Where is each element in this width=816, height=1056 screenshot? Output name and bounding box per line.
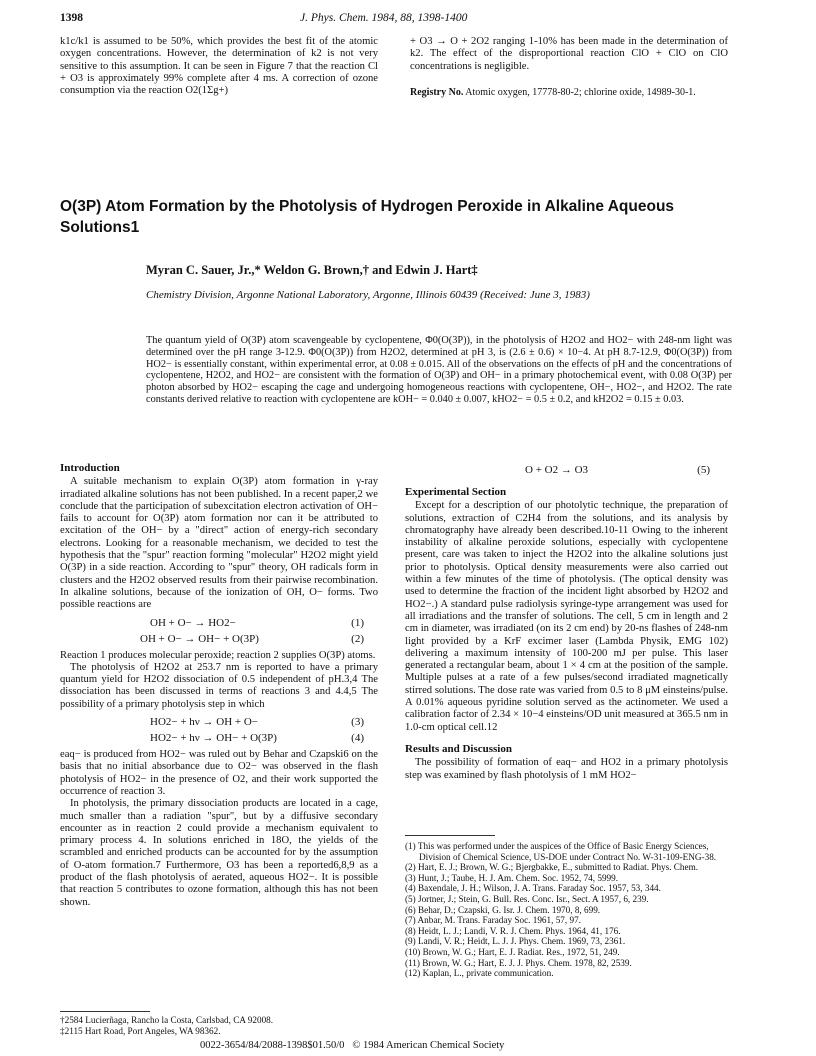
equation-5 <box>405 462 728 478</box>
footer-copyright: © 1984 American Chemical Society <box>352 1040 505 1051</box>
reference-item: (11) Brown, W. G.; Hart, E. J. J. Phys. Chem. 1978, 82, 2539. <box>405 957 632 968</box>
equation-5-number: (5) <box>697 464 710 476</box>
references-rule <box>405 835 495 836</box>
intro-paragraph-4: eaq− is produced from HO2− was ruled out by Behar and Czapski6 on the basis that no initial absorbance due to O2− was observed in the flash photolysis of HO2− in the presence of O2, and their work supported the occurrence of reaction 3. <box>60 749 378 797</box>
footnote-1: †2584 Lucierñaga, Rancho la Costa, Carlsbad, CA 92008. <box>60 1015 274 1025</box>
results-paragraph: The possibility of formation of eaq− and HO2 in a primary photolysis step was examined by flash photolysis of 1 mM HO2− <box>405 757 728 781</box>
equation-4-text: HO2− + hν → OH− + O(3P) <box>150 732 277 745</box>
introduction-heading: Introduction <box>60 462 120 474</box>
preceding-left-text: k1c/k1 is assumed to be 50%, which provides the best fit of the atomic oxygen concentrations. However, the determination of k2 is not very sensitive to this assumption. It can be seen in Figure 7 that the reaction Cl + O3 is approximately 99% complete after 4 ms. A correction of ozone consumption via the reaction O2(1Σg+) <box>60 36 378 97</box>
article-title: O(3P) Atom Formation by the Photolysis of Hydrogen Peroxide in Alkaline Aqueous Solutions1 <box>60 198 675 236</box>
reference-item: (2) Hart, E. J.; Brown, W. G.; Bjergbakke, E., submitted to Radiat. Phys. Chem. <box>405 862 699 873</box>
right-column <box>405 462 728 782</box>
references-list <box>405 841 728 979</box>
footer-code: 0022-3654/84/2088-1398$01.50/0 <box>200 1040 345 1051</box>
equation-5-text: O + O2 → O3 <box>525 464 589 476</box>
footnote-2: ‡2115 Hart Road, Port Angeles, WA 98362. <box>60 1025 221 1036</box>
equation-4 <box>60 730 378 746</box>
equation-1-text: OH + O− → HO2− <box>150 616 236 629</box>
reference-item: (1) This was performed under the auspices of the Office of Basic Energy Sciences, Division of Chemical Science, US-DOE under Contract No. W-31-109-ENG-38. <box>405 841 717 862</box>
reference-item: (8) Heidt, L. J.; Landi, V. R. J. Chem. Phys. 1964, 41, 176. <box>405 925 621 936</box>
reference-item: (5) Jortner, J.; Stein, G. Bull. Res. Conc. Isr., Sect. A 1957, 6, 239. <box>405 893 649 904</box>
left-column <box>60 462 378 909</box>
article-affiliation: Chemistry Division, Argonne National Laboratory, Argonne, Illinois 60439 (Received: June 3, 1983) <box>146 289 590 301</box>
abstract: The quantum yield of O(3P) atom scavengeable by cyclopentene, Φ0(O(3P)), in the photolysis of H2O2 and HO2− with 248-nm light was determined over the pH range 3-12.9. Φ0(O(3P)) from H2O2, determined at pH 3, is (2.6 ± 0.6) × 10−4. At pH 8.7-12.9, Φ0(O(3P)) from HO2− is essentially constant, within experimental error, at 0.08 ± 0.015. All of the observations on the effects of pH and the concentrations of cyclopentene, H2O2, and HO2− are consistent with the formation of O(3P) and OH− in a primary photochemical event, with 0.08 O(3P) per photon absorbed by HO2− escaping the cage and undergoing homogeneous reactions with cyclopentene, OH−, HO2−, and H2O2. The rate constants derived relative to reaction with cyclopentene are kOH− = 0.040 ± 0.007, kHO2− = 0.5 ± 0.2, and kH2O2 = 0.15 ± 0.03. <box>146 335 732 405</box>
intro-paragraph-2: Reaction 1 produces molecular peroxide; reaction 2 supplies O(3P) atoms. <box>60 649 376 661</box>
equation-1-number: (1) <box>351 616 364 629</box>
registry-text: Atomic oxygen, 17778-80-2; chlorine oxide, 14989-30-1. <box>465 86 696 98</box>
footnote-rule <box>60 1011 150 1012</box>
page-number: 1398 <box>60 12 83 24</box>
registry-label: Registry No. <box>410 86 464 98</box>
equation-2 <box>60 631 378 647</box>
equation-2-text: OH + O− → OH− + O(3P) <box>140 632 259 645</box>
reference-item: (3) Hunt, J.; Taube, H. J. Am. Chem. Soc. 1952, 74, 5999. <box>405 872 619 883</box>
equation-1 <box>60 615 378 631</box>
equation-3-number: (3) <box>351 716 364 729</box>
journal-citation: J. Phys. Chem. 1984, 88, 1398-1400 <box>300 12 468 24</box>
equation-2-number: (2) <box>351 632 364 645</box>
preceding-article-left <box>60 36 378 97</box>
equation-3 <box>60 714 378 730</box>
page-footer <box>200 1040 630 1051</box>
registry-numbers <box>410 87 728 99</box>
preceding-article-right <box>410 36 728 99</box>
reference-item: (4) Baxendale, J. H.; Wilson, J. A. Trans. Faraday Soc. 1957, 53, 344. <box>405 883 661 894</box>
intro-paragraph-1: A suitable mechanism to explain O(3P) atom formation in γ-ray irradiated alkaline solutions has not been published. In a recent paper,2 we conclude that the participation of subexcitation electron activation of OH− fails to account for O(3P) atom formation nor can it be attributed to excitation of the OH− by a "direct" action of energy-rich secondary electrons. Looking for a reasonable mechanism, we decided to test the hypothesis that the "spur" reaction forming "molecular" H2O2 might yield O(3P) in a side reaction. According to "spur" theory, OH radicals form in clusters and the H2O2 observed results from their pairwise recombination. In alkaline solutions, because of the ionization of OH, O− forms. Two possible reactions are <box>60 476 378 611</box>
intro-paragraph-5: In photolysis, the primary dissociation products are located in a cage, much smaller than a radiation "spur", but by a diffusive secondary encounter as in reaction 2 could provide a mechanism equivalent to primary process 4. In solutions enriched in 18O, the yields of the scrambled and enriched products can be accounted for by the assumption of O-atom formation.7 Furthermore, O3 has been a reported6,8,9 as a product of the flash photolysis of aerated, aqueous HO2−. It is possible that reaction 5 contributes to ozone formation, although this has not been shown. <box>60 798 378 908</box>
results-heading: Results and Discussion <box>405 742 512 755</box>
article-authors: Myran C. Sauer, Jr.,* Weldon G. Brown,† and Edwin J. Hart‡ <box>146 263 478 277</box>
preceding-right-text: + O3 → O + 2O2 ranging 1-10% has been made in the determination of k2. The effect of the disproportional reaction ClO + ClO on ClO concentrations is negligible. <box>410 36 728 72</box>
reference-item: (9) Landi, V. R.; Heidt, L. J. J. Phys. Chem. 1969, 73, 2361. <box>405 936 626 947</box>
experimental-heading: Experimental Section <box>405 486 507 498</box>
reference-item: (10) Brown, W. G.; Hart, E. J. Radiat. Res., 1972, 51, 249. <box>405 946 620 957</box>
reference-item: (7) Anbar, M. Trans. Faraday Soc. 1961, 57, 97. <box>405 915 581 926</box>
equation-3-text: HO2− + hν → OH + O− <box>150 716 259 729</box>
reference-item: (6) Behar, D.; Czapski, G. Isr. J. Chem. 1970, 8, 699. <box>405 904 601 915</box>
author-footnotes <box>60 1015 378 1036</box>
equation-4-number: (4) <box>351 732 364 745</box>
reference-item: (12) Kaplan, L., private communication. <box>405 968 554 979</box>
experimental-paragraph: Except for a description of our photolytic technique, the preparation of solutions, extraction of C2H4 from the solutions, and its analysis by chromatography have already been described.10-11 Owing to the inherent instability of alkaline peroxide solutions, especially with cyclopentene present, care was taken to inject the H2O2 into the alkaline solutions just prior to photolysis. Optical density measurements were also carried out within a few minutes of the time of photolysis. (The optical density was used to determine the fraction of the incident light absorbed by H2O2 and HO2−.) A standard pulse radiolysis syringe-type arrangement was used for all irradiations and the transfer of solutions. The cell, 5 cm in length and 2 cm in diameter, was irradiated (on its 2 cm end) by 20-ns flashes of 248-nm light provided by a KrF excimer laser (Lambda Physik, EMG 102) delivering a maximum intensity of 100-200 mJ per pulse. This laser generated a rectangular beam, about 1 × 4 cm at the position of the sample. Multiple pulses at a rate of a few pulses/second irradiated magnetically stirred solutions. The dose rate was varied from 0.5 to 8 μM einsteins/pulse. A 0.01% aqueous pyridine solution served as the actinometer. We used a calibration factor of 2.34 × 10−4 einsteins/OD unit measured at 365.5 nm in 1.0-cm optical cell.12 <box>405 500 728 733</box>
intro-paragraph-3: The photolysis of H2O2 at 253.7 nm is reported to have a primary quantum yield for H2O2 dissociation of 0.5 independent of pH.3,4 The dissociation has been discussed in terms of reactions 3 and 4.4,5 The possibility of a primary photolysis step in which <box>60 661 378 710</box>
